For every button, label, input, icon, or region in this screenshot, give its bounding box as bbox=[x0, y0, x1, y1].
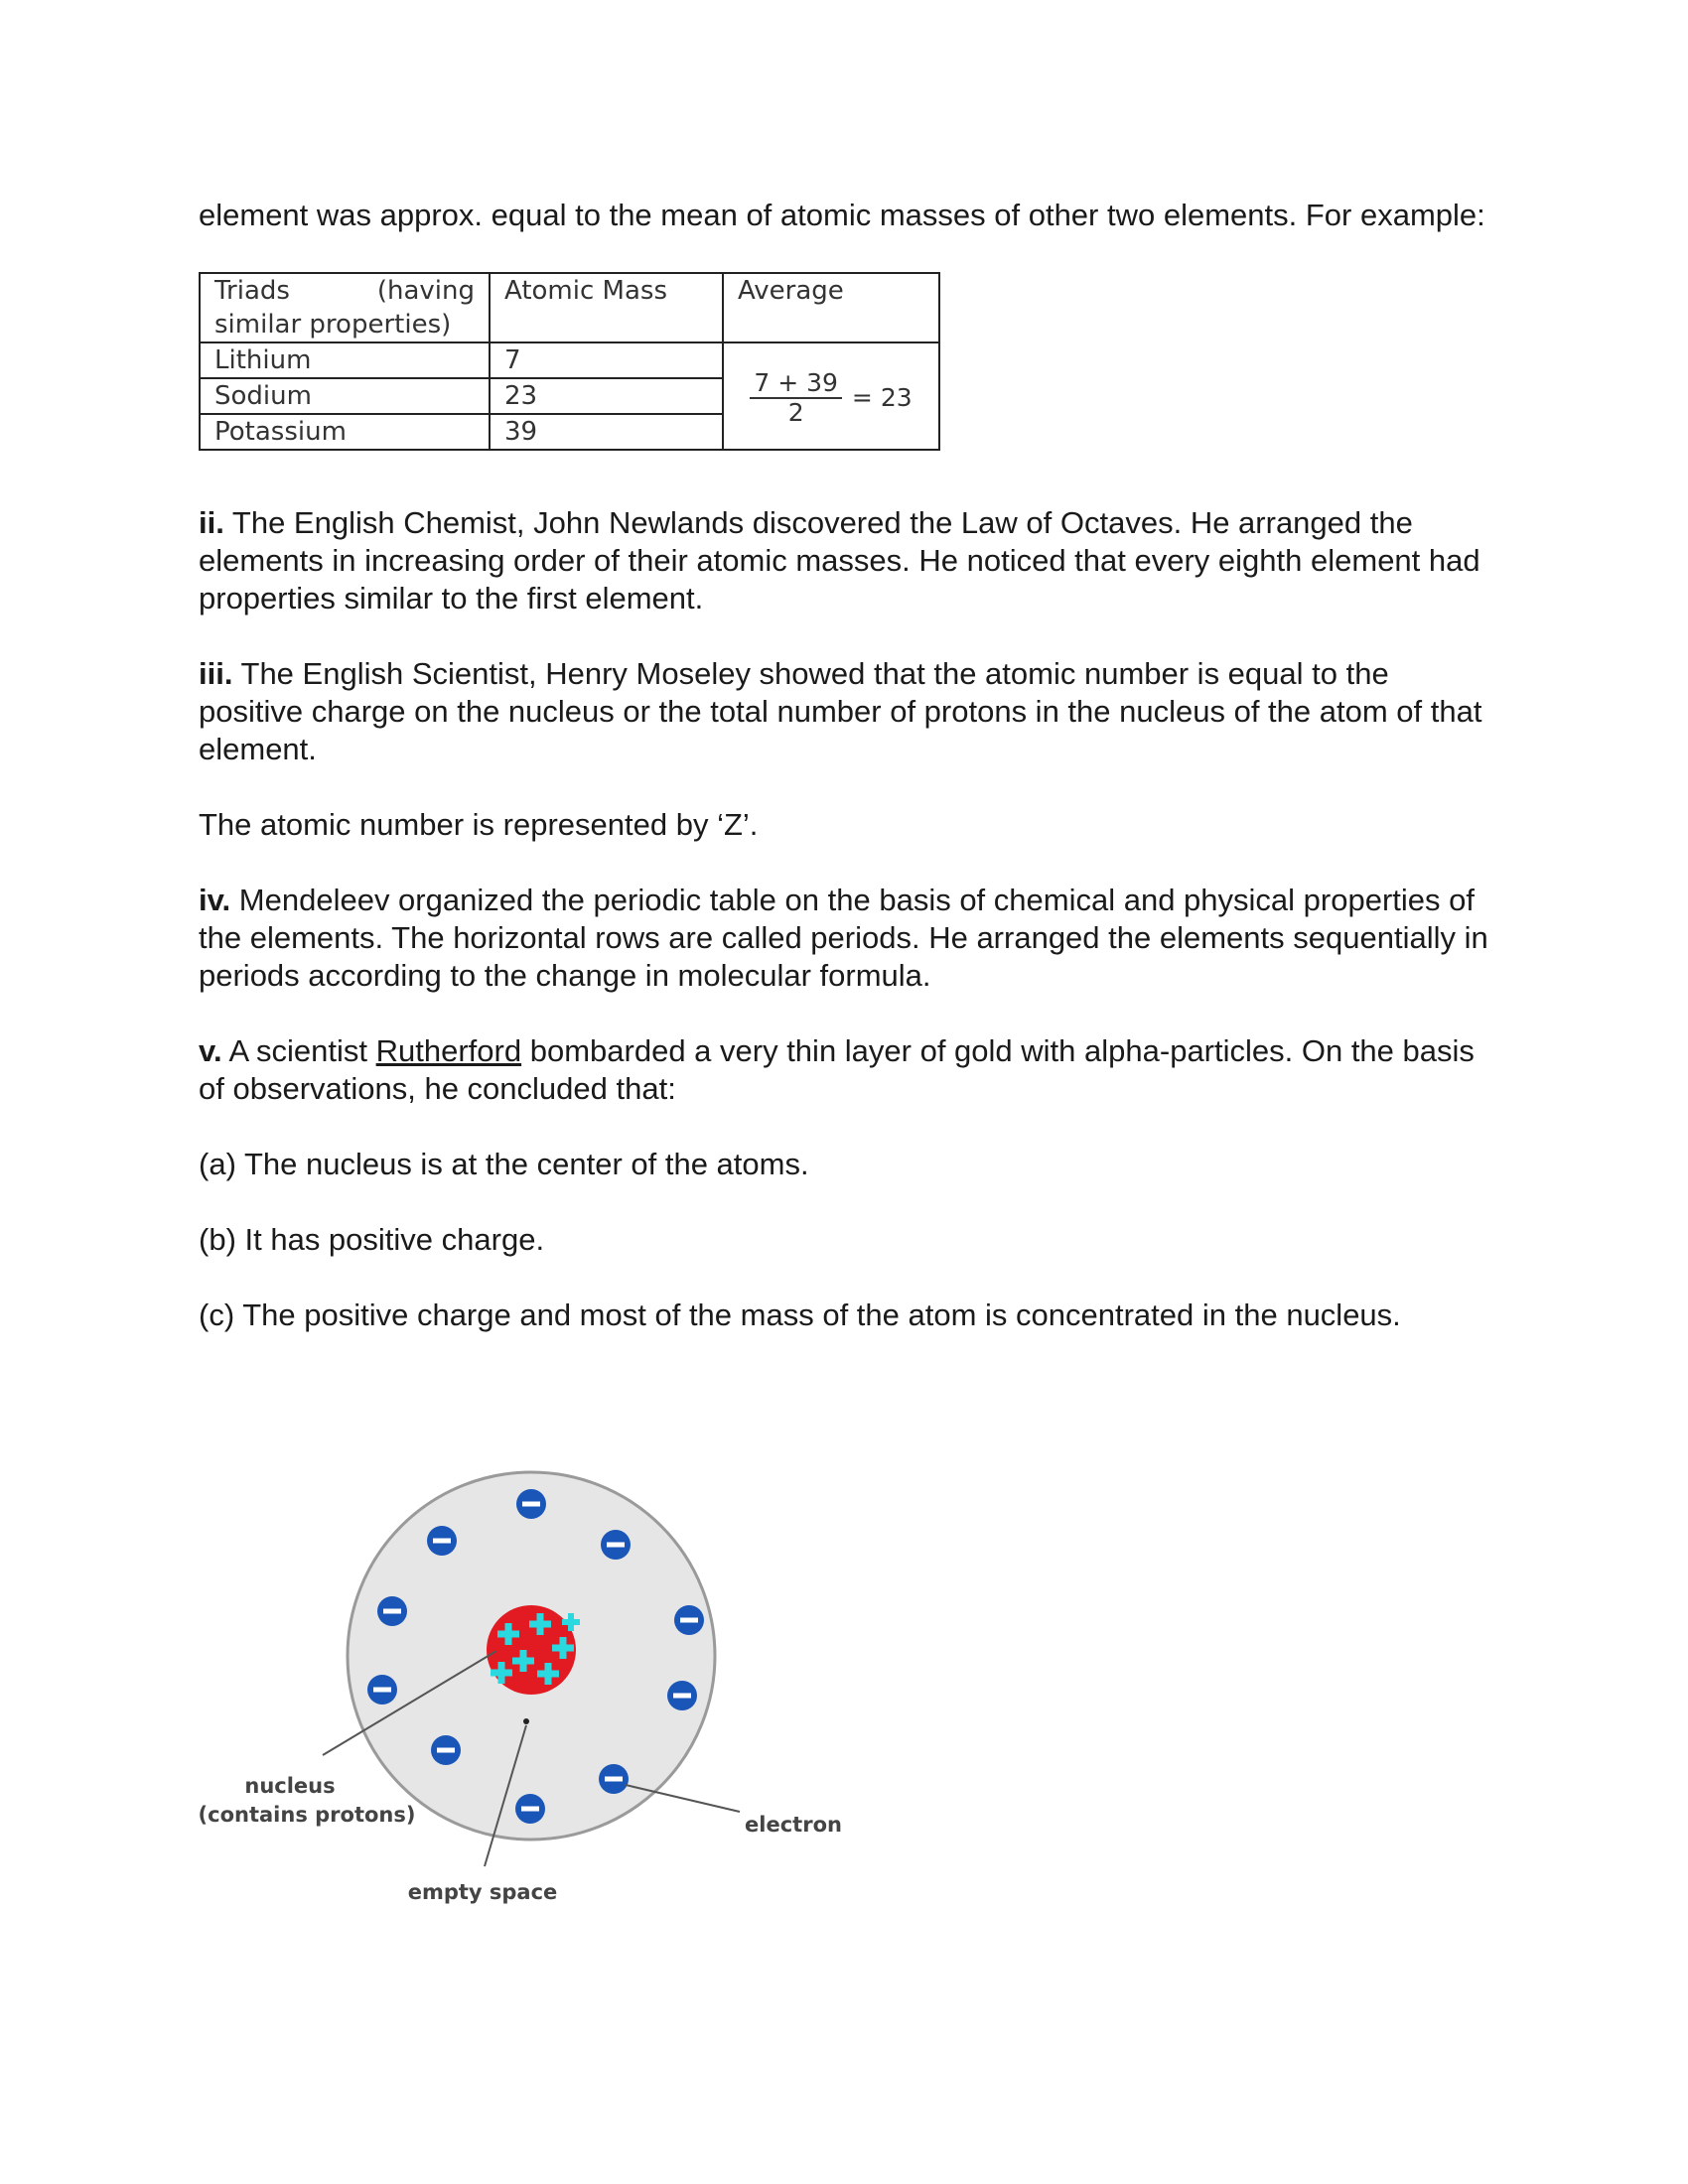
cell-average bbox=[723, 342, 939, 450]
paragraph-z: The atomic number is represented by ‘Z’. bbox=[199, 807, 759, 842]
conclusion-c: (c) The positive charge and most of the mass of the atom is concentrated in the nucleus. bbox=[199, 1297, 1401, 1332]
cell-mass: 7 bbox=[490, 342, 723, 378]
atom-diagram-svg bbox=[199, 1469, 894, 1946]
fraction-result: = 23 bbox=[851, 382, 913, 412]
electron-minus-icon bbox=[516, 1489, 546, 1519]
cell-mass: 23 bbox=[490, 378, 723, 414]
average-formula bbox=[750, 369, 912, 427]
paragraph-iv: iv. Mendeleev organized the periodic table on the basis of chemical and physical properties of the elements. The horizontal rows are called periods. He arranged the elements sequentially in periods according to the change in molecular formula. bbox=[199, 883, 1488, 993]
electron-minus-icon bbox=[599, 1764, 629, 1794]
document-body bbox=[199, 197, 1489, 1372]
nucleus-sublabel: (contains protons) bbox=[199, 1803, 416, 1827]
triads-table bbox=[199, 272, 940, 451]
intro-text: element was approx. equal to the mean of atomic masses of other two elements. For example: bbox=[199, 198, 1485, 232]
rutherford-link[interactable]: Rutherford bbox=[375, 1033, 522, 1068]
table-header-row bbox=[200, 273, 939, 342]
cell-element: Potassium bbox=[200, 414, 490, 450]
nucleus-label: nucleus bbox=[244, 1774, 336, 1798]
header-average: Average bbox=[723, 273, 939, 342]
paragraph-v: v. A scientist Rutherford bombarded a very thin layer of gold with alpha-particles. On the basis of observations, he concluded that: bbox=[199, 1033, 1475, 1106]
electron-minus-icon bbox=[377, 1596, 407, 1626]
electron-minus-icon bbox=[674, 1605, 704, 1635]
electron-minus-icon bbox=[367, 1675, 397, 1705]
cell-mass: 39 bbox=[490, 414, 723, 450]
fraction-numerator: 7 + 39 bbox=[750, 369, 842, 399]
empty-space-label: empty space bbox=[407, 1880, 558, 1904]
paragraph-iii: iii. The English Scientist, Henry Moseley showed that the atomic number is equal to the positive charge on the nucleus or the total number of protons in the nucleus of the atom of that element. bbox=[199, 656, 1482, 766]
electron-minus-icon bbox=[667, 1681, 697, 1710]
electron-minus-icon bbox=[515, 1794, 545, 1824]
atom-diagram bbox=[199, 1469, 894, 1946]
header-triads: Triads (having similar properties) bbox=[200, 273, 490, 342]
empty-space-dot bbox=[523, 1718, 529, 1724]
cell-element: Lithium bbox=[200, 342, 490, 378]
electron-label: electron bbox=[745, 1813, 842, 1837]
cell-element: Sodium bbox=[200, 378, 490, 414]
electron-minus-icon bbox=[431, 1735, 461, 1765]
conclusion-b: (b) It has positive charge. bbox=[199, 1222, 545, 1257]
fraction-denominator: 2 bbox=[787, 397, 804, 427]
electron-minus-icon bbox=[427, 1526, 457, 1556]
table-row bbox=[200, 342, 939, 378]
conclusion-a: (a) The nucleus is at the center of the atoms. bbox=[199, 1147, 809, 1181]
paragraph-ii: ii. The English Chemist, John Newlands discovered the Law of Octaves. He arranged the elements in increasing order of their atomic masses. He noticed that every eighth element had properties similar to the first element. bbox=[199, 505, 1480, 615]
header-atomic-mass: Atomic Mass bbox=[490, 273, 723, 342]
electron-minus-icon bbox=[601, 1530, 631, 1560]
